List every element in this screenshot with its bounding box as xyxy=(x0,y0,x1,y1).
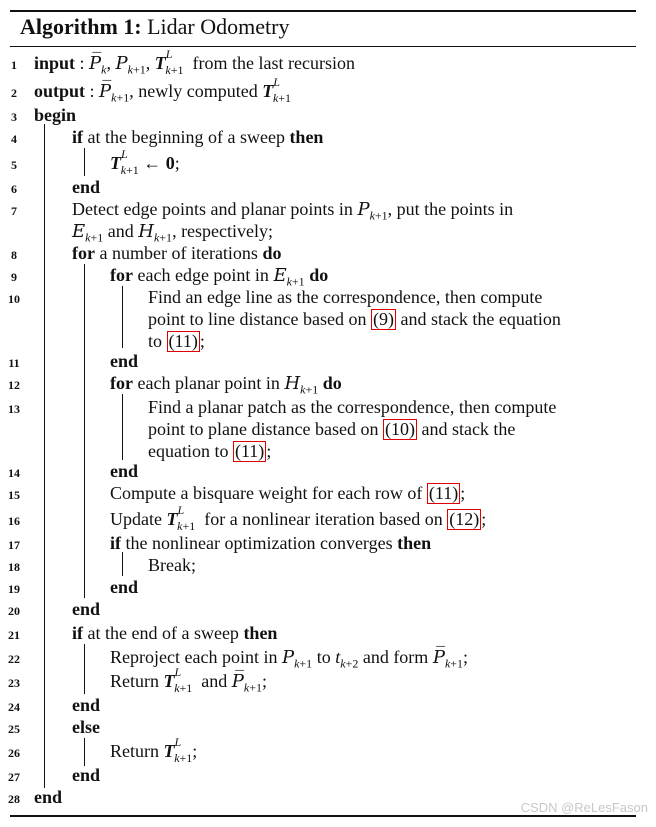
line-text: Find an edge line as the correspondence, then compute xyxy=(148,287,543,307)
line-number: 24 xyxy=(8,700,20,714)
line-text: Return xyxy=(110,741,159,761)
for-block-bar xyxy=(84,264,85,598)
eq-ref-11[interactable]: (11) xyxy=(234,441,265,461)
keyword-for: for xyxy=(72,243,95,263)
keyword-end: end xyxy=(110,461,139,481)
if-converge-block-bar xyxy=(122,552,123,576)
keyword-output: output xyxy=(34,81,86,101)
line-text: at the end of a sweep xyxy=(87,623,239,643)
keyword-do: do xyxy=(322,373,342,393)
line-text: each edge point in xyxy=(137,265,269,285)
line-text: , put the points in xyxy=(387,199,514,219)
line-text: Update xyxy=(110,509,162,529)
line-number: 26 xyxy=(8,746,20,760)
line-text: Find a planar patch as the correspondence, then compute xyxy=(148,397,557,417)
for-planar-block-bar xyxy=(122,394,123,460)
keyword-then: then xyxy=(289,127,324,147)
line-number: 11 xyxy=(8,356,20,370)
algorithm-title xyxy=(20,12,289,42)
line-number: 12 xyxy=(8,378,20,392)
line-text: from the last recursion xyxy=(192,53,355,73)
eq-ref-11[interactable]: (11) xyxy=(168,331,198,351)
line-text: Compute a bisquare weight for each row of xyxy=(110,483,423,503)
algorithm-label: Algorithm 1: xyxy=(20,14,142,39)
algorithm-name: Lidar Odometry xyxy=(147,14,290,39)
line-text: and xyxy=(107,221,134,241)
line-number: 17 xyxy=(8,538,20,552)
keyword-do: do xyxy=(262,243,282,263)
keyword-if: if xyxy=(72,623,83,643)
keyword-then: then xyxy=(243,623,278,643)
keyword-input: input xyxy=(34,53,76,73)
title-rule xyxy=(10,46,636,47)
line-number: 6 xyxy=(11,182,17,196)
keyword-for: for xyxy=(110,265,133,285)
line-number: 15 xyxy=(8,488,20,502)
line-number: 16 xyxy=(8,514,20,528)
if-end-block-bar xyxy=(84,644,85,694)
line-text: Return xyxy=(110,671,159,691)
line-number: 19 xyxy=(8,582,20,596)
line-number: 10 xyxy=(8,292,20,306)
line-text: and form xyxy=(362,647,429,667)
line-number: 23 xyxy=(8,676,20,690)
line-number: 9 xyxy=(11,270,17,284)
line-number: 21 xyxy=(8,628,20,642)
keyword-then: then xyxy=(397,533,432,553)
keyword-end: end xyxy=(110,577,139,597)
eq-ref-12[interactable]: (12) xyxy=(449,509,480,529)
line-text: equation to xyxy=(148,441,229,461)
eq-ref-10[interactable]: (10) xyxy=(384,419,415,439)
line-text: point to line distance based on xyxy=(148,309,367,329)
for-edge-block-bar xyxy=(122,286,123,348)
else-block-bar xyxy=(84,738,85,766)
line-text: newly computed xyxy=(138,81,258,101)
line-text: , respectively; xyxy=(172,221,274,241)
eq-ref-9[interactable]: (9) xyxy=(372,309,394,329)
line-text: to xyxy=(148,331,163,351)
if-block-bar xyxy=(84,148,85,176)
line-text: each planar point in xyxy=(137,373,280,393)
line-number: 1 xyxy=(11,58,17,72)
line-text: for a nonlinear iteration based on xyxy=(204,509,443,529)
line-text: at the beginning of a sweep xyxy=(87,127,285,147)
line-number: 5 xyxy=(11,158,17,172)
keyword-if: if xyxy=(110,533,121,553)
begin-block-bar xyxy=(44,124,45,788)
line-number: 20 xyxy=(8,604,20,618)
keyword-begin: begin xyxy=(34,105,77,125)
keyword-end: end xyxy=(110,351,139,371)
line-text: Detect edge points and planar points in xyxy=(72,199,353,219)
keyword-end: end xyxy=(72,765,101,785)
bottom-rule xyxy=(10,815,636,817)
line-number: 13 xyxy=(8,402,20,416)
keyword-end: end xyxy=(72,599,101,619)
line-number: 27 xyxy=(8,770,20,784)
line-text: and xyxy=(201,671,228,691)
keyword-for: for xyxy=(110,373,133,393)
line-text: the nonlinear optimization converges xyxy=(125,533,393,553)
eq-ref-11[interactable]: (11) xyxy=(428,483,459,503)
line-number: 7 xyxy=(11,204,17,218)
keyword-if: if xyxy=(72,127,83,147)
line-text: to xyxy=(316,647,331,667)
line-text: and stack the equation xyxy=(400,309,561,329)
line-text: point to plane distance based on xyxy=(148,419,379,439)
keyword-end: end xyxy=(34,787,63,807)
line-number: 22 xyxy=(8,652,20,666)
line-text: and stack the xyxy=(421,419,516,439)
keyword-do: do xyxy=(309,265,329,285)
line-number: 4 xyxy=(11,132,17,146)
line-number: 18 xyxy=(8,560,20,574)
line-number: 8 xyxy=(11,248,17,262)
line-text: a number of iterations xyxy=(99,243,258,263)
line-number: 3 xyxy=(11,110,17,124)
line-text: Reproject each point in xyxy=(110,647,278,667)
line-number: 28 xyxy=(8,792,20,806)
line-number: 2 xyxy=(11,86,17,100)
keyword-else: else xyxy=(72,717,100,737)
line-number: 25 xyxy=(8,722,20,736)
line-number: 14 xyxy=(8,466,20,480)
keyword-end: end xyxy=(72,695,101,715)
line-text: Break; xyxy=(148,555,196,575)
watermark: CSDN @ReLesFason xyxy=(520,800,648,815)
keyword-end: end xyxy=(72,177,101,197)
